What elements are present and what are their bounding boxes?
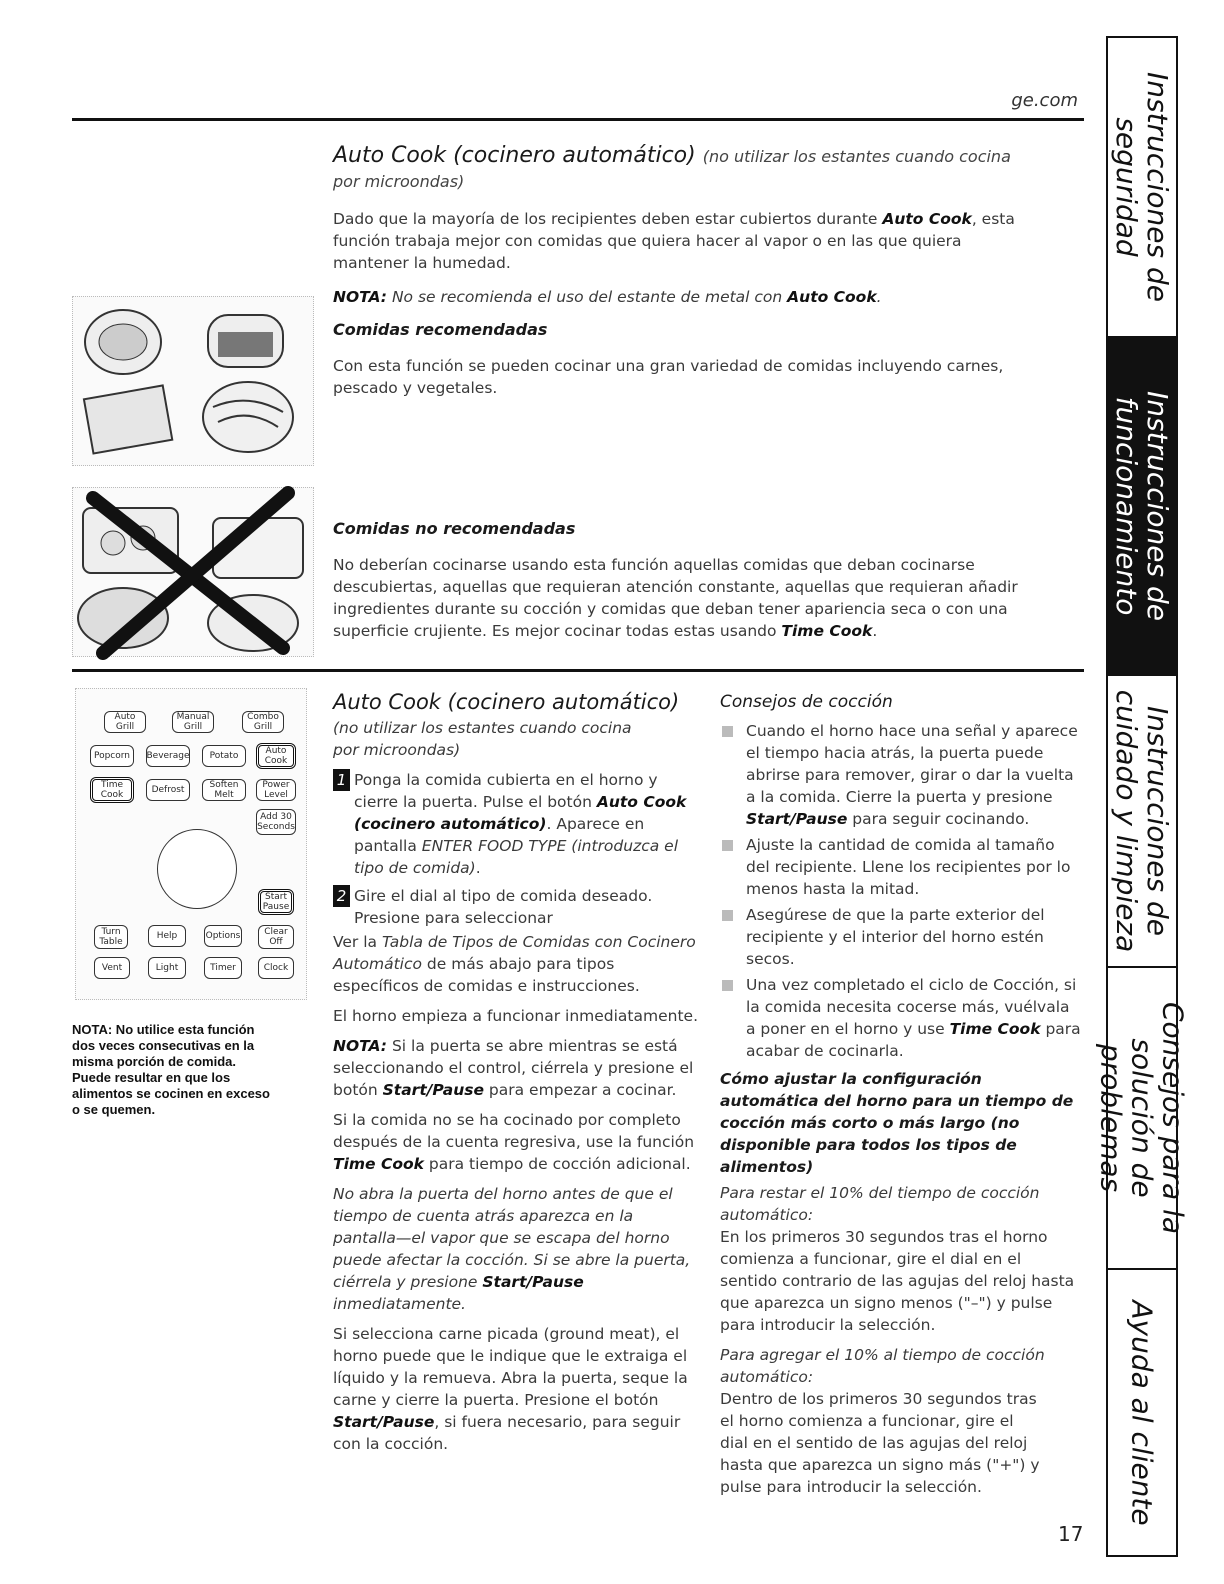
recommended-heading: Comidas recomendadas bbox=[333, 320, 548, 339]
si-a: Si la comida no se ha cocinado por completo después de la cuenta regresiva, use la función bbox=[333, 1111, 695, 1151]
agregar-text: Dentro de los primeros 30 segundos tras el horno comienza a funcionar, gire el dial en el sentido de las agujas del reloj hasta que aparezca un signo más ("+") y pulse para introducir la selección. bbox=[720, 1390, 1040, 1496]
section1-title: Auto Cook (cocinero automático) bbox=[333, 143, 696, 168]
tip-4 bbox=[720, 974, 1082, 1062]
section1-heading bbox=[333, 143, 1063, 191]
ver-b: de más abajo para tipos específicos de comidas e instrucciones. bbox=[333, 955, 640, 995]
recommended-foods-illustration bbox=[72, 296, 314, 466]
tab-problemas-label: Consejos para la solución de problemas bbox=[1094, 1001, 1190, 1235]
section-tabs bbox=[1094, 36, 1190, 1557]
nota2-label: NOTA: bbox=[333, 1037, 388, 1055]
norec-bold: Time Cook bbox=[781, 622, 873, 640]
food-dishes-icon bbox=[73, 297, 313, 465]
key-timer: Timer bbox=[204, 957, 242, 979]
site-url: ge.com bbox=[1011, 90, 1078, 111]
tab-seguridad-label: Instrucciones de seguridad bbox=[1110, 72, 1174, 302]
no-abra-bold: Start/Pause bbox=[482, 1273, 584, 1291]
para-si bbox=[333, 1109, 698, 1175]
key-beverage: Beverage bbox=[146, 745, 190, 767]
key-start-pause: Start Pause bbox=[258, 889, 294, 915]
key-clock: Clock bbox=[258, 957, 294, 979]
tip1-bold: Start/Pause bbox=[746, 810, 848, 828]
ver-a: Ver la bbox=[333, 933, 382, 951]
ver-italic: Tabla de Tipos de Comidas con Cocinero Automático bbox=[333, 933, 696, 973]
key-clear-off: Clear Off bbox=[258, 925, 294, 949]
tip-3: Asegúrese de que la parte exterior del recipiente y el interior del horno estén secos. bbox=[720, 904, 1082, 970]
para-horno: El horno empieza a funcionar inmediatamente. bbox=[333, 1007, 698, 1025]
nota2-c: para empezar a cocinar. bbox=[484, 1081, 677, 1099]
step-2-text: Gire el dial al tipo de comida deseado. Presione para seleccionar bbox=[354, 887, 653, 927]
nota2-a: Si la puerta se abre mientras se está seleccionando el control, ciérrela y presione el botón bbox=[333, 1037, 694, 1099]
tab-ayuda[interactable] bbox=[1108, 1270, 1176, 1555]
key-add-30: Add 30 Seconds bbox=[256, 809, 296, 835]
tab-problemas[interactable] bbox=[1094, 968, 1190, 1270]
key-auto-grill: Auto Grill bbox=[104, 711, 146, 733]
adjust-heading: Cómo ajustar la configuración automática del horno para un tiempo de cocción más corto o más largo (no disponible para todos los tipos de alimentos) bbox=[720, 1070, 1074, 1176]
nota-end: . bbox=[876, 288, 882, 306]
key-defrost: Defrost bbox=[146, 779, 190, 801]
tip1-c: para seguir cocinando. bbox=[847, 810, 1030, 828]
si-bold: Time Cook bbox=[333, 1155, 424, 1173]
section2-title: Auto Cook (cocinero automático) bbox=[333, 690, 680, 714]
tab-funcionamiento-label: Instrucciones de funcionamiento bbox=[1110, 391, 1174, 621]
selector-dial bbox=[157, 829, 237, 909]
crossed-foods-icon bbox=[73, 488, 313, 656]
restar-text: En los primeros 30 segundos tras el horno comienza a funcionar, gire el dial en el sentido contrario de las agujas del reloj hasta que aparezca un signo menos ("–") y pulse para introducir la selección. bbox=[720, 1228, 1075, 1334]
intro-text-a: Dado que la mayoría de los recipientes deben estar cubiertos durante bbox=[333, 210, 883, 228]
no-abra-a: No abra la puerta del horno antes de que el tiempo de cuenta atrás aparezca en la pantalla—el vapor que se escapa del horno puede afectar la cocción. Si se abre la puerta, ciérrela y presione bbox=[333, 1185, 691, 1291]
key-time-cook: Time Cook bbox=[90, 777, 134, 803]
norec-end: . bbox=[872, 622, 878, 640]
tab-cuidado-label: Instrucciones de cuidado y limpieza bbox=[1110, 689, 1174, 953]
step1-a: Ponga la comida cubierta en el horno y cierre la puerta. Pulse el botón bbox=[354, 771, 658, 811]
tip1-a: Cuando el horno hace una señal y aparece el tiempo hacia atrás, la puerta puede abrirse para remover, girar o dar la vuelta a la comida. Cierre la puerta y presione bbox=[746, 722, 1078, 806]
step1-display-text: ENTER FOOD TYPE (introduzca el tipo de comida) bbox=[354, 837, 679, 877]
not-recommended-text bbox=[333, 554, 1033, 642]
para-no-abra bbox=[333, 1183, 698, 1315]
tips-heading: Consejos de cocción bbox=[720, 692, 893, 712]
step1-c: . bbox=[546, 815, 552, 833]
step1-bold: Auto Cook (cocinero automático) bbox=[354, 793, 687, 833]
agregar-subheading: Para agregar el 10% al tiempo de cocción automático: bbox=[720, 1346, 1045, 1386]
key-soften-melt: Soften Melt bbox=[202, 779, 246, 801]
step-1-text bbox=[354, 769, 698, 879]
key-power-level: Power Level bbox=[256, 779, 296, 801]
no-abra-c: inmediatamente. bbox=[333, 1295, 466, 1313]
tip-1 bbox=[720, 720, 1082, 830]
key-potato: Potato bbox=[202, 745, 246, 767]
tips-column bbox=[720, 692, 1082, 1498]
not-recommended-heading: Comidas no recomendadas bbox=[333, 519, 576, 538]
key-combo-grill: Combo Grill bbox=[242, 711, 284, 733]
step1-d: Aparece en pantalla bbox=[354, 815, 645, 855]
section2-column bbox=[333, 690, 698, 1455]
restar-subheading: Para restar el 10% del tiempo de cocción automático: bbox=[720, 1184, 1040, 1224]
nota-label: NOTA: bbox=[333, 288, 388, 306]
tip-2: Ajuste la cantidad de comida al tamaño del recipiente. Llene los recipientes por lo menos hasta la mitad. bbox=[720, 834, 1082, 900]
section1-title-sub: (no utilizar los estantes cuando cocina bbox=[702, 147, 1011, 166]
tab-seguridad[interactable] bbox=[1108, 38, 1176, 338]
section2-sub1: (no utilizar los estantes cuando cocina bbox=[333, 719, 632, 737]
section1-title-sub2: por microondas) bbox=[333, 172, 465, 191]
si-c: para tiempo de cocción adicional. bbox=[423, 1155, 691, 1173]
recommended-text: Con esta función se pueden cocinar una gran variedad de comidas incluyendo carnes, pescado y vegetales. bbox=[333, 357, 1004, 397]
step-1 bbox=[333, 769, 698, 879]
control-panel-illustration bbox=[75, 688, 307, 1000]
section1-intro bbox=[333, 208, 1033, 274]
carne-a: Si selecciona carne picada (ground meat), el horno puede que le indique que le extraiga el líquido y la remueva. Abra la puerta, seque la carne y cierre la puerta. Presione el botón bbox=[333, 1325, 688, 1409]
intro-text-c: , esta función trabaja mejor con comidas que quiera hacer al vapor o en las que quiera mantener la humedad. bbox=[333, 210, 1015, 272]
key-help: Help bbox=[148, 925, 186, 947]
para-ver bbox=[333, 931, 698, 997]
top-rule bbox=[72, 118, 1084, 121]
para-nota bbox=[333, 1035, 698, 1101]
intro-bold: Auto Cook bbox=[882, 210, 972, 228]
key-auto-cook: Auto Cook bbox=[256, 743, 296, 769]
tab-cuidado[interactable] bbox=[1108, 676, 1176, 968]
tip4-c: para acabar de cocinarla. bbox=[746, 1020, 1081, 1060]
section1-nota bbox=[333, 286, 1033, 308]
para-carne bbox=[333, 1323, 698, 1455]
step-2 bbox=[333, 885, 698, 929]
key-manual-grill: Manual Grill bbox=[172, 711, 214, 733]
tip4-bold: Time Cook bbox=[949, 1020, 1041, 1038]
nota-text: No se recomienda el uso del estante de metal con bbox=[387, 288, 788, 306]
key-options: Options bbox=[204, 925, 242, 947]
key-popcorn: Popcorn bbox=[90, 745, 134, 767]
step1-f: . bbox=[475, 859, 481, 877]
carne-c: , si fuera necesario, para seguir con la cocción. bbox=[333, 1413, 681, 1453]
step-1-number: 1 bbox=[333, 769, 350, 791]
nota-bold: Auto Cook bbox=[787, 288, 877, 306]
tip4-a: Una vez completado el ciclo de Cocción, si la comida necesita cocerse más, vuélvala a poner en el horno y use bbox=[746, 976, 1077, 1038]
key-light: Light bbox=[148, 957, 186, 979]
page-number: 17 bbox=[1058, 1522, 1084, 1546]
tab-ayuda-label: Ayuda al cliente bbox=[1125, 1299, 1159, 1526]
key-turntable: Turn Table bbox=[94, 925, 128, 949]
tab-funcionamiento[interactable] bbox=[1108, 338, 1176, 676]
nota2-bold: Start/Pause bbox=[382, 1081, 484, 1099]
key-vent: Vent bbox=[94, 957, 130, 979]
side-note: NOTA: No utilice esta función dos veces consecutivas en la misma porción de comida. Puede resultar en que los alimentos se cocinen en exceso o se quemen. bbox=[72, 1022, 270, 1117]
step-2-number: 2 bbox=[333, 885, 350, 907]
carne-bold: Start/Pause bbox=[333, 1413, 435, 1431]
norec-text: No deberían cocinarse usando esta función aquellas comidas que deban cocinarse descubiertas, aquellas que requieran atención constante, aquellas que requieran añadir ingredientes durante su cocción y comidas que deban tener apariencia seca o con una superficie crujiente. Es mejor cocinar todas estas usando bbox=[333, 556, 1018, 640]
section2-sub2: por microondas) bbox=[333, 741, 461, 759]
not-recommended-foods-illustration bbox=[72, 487, 314, 657]
mid-rule bbox=[72, 669, 1084, 672]
